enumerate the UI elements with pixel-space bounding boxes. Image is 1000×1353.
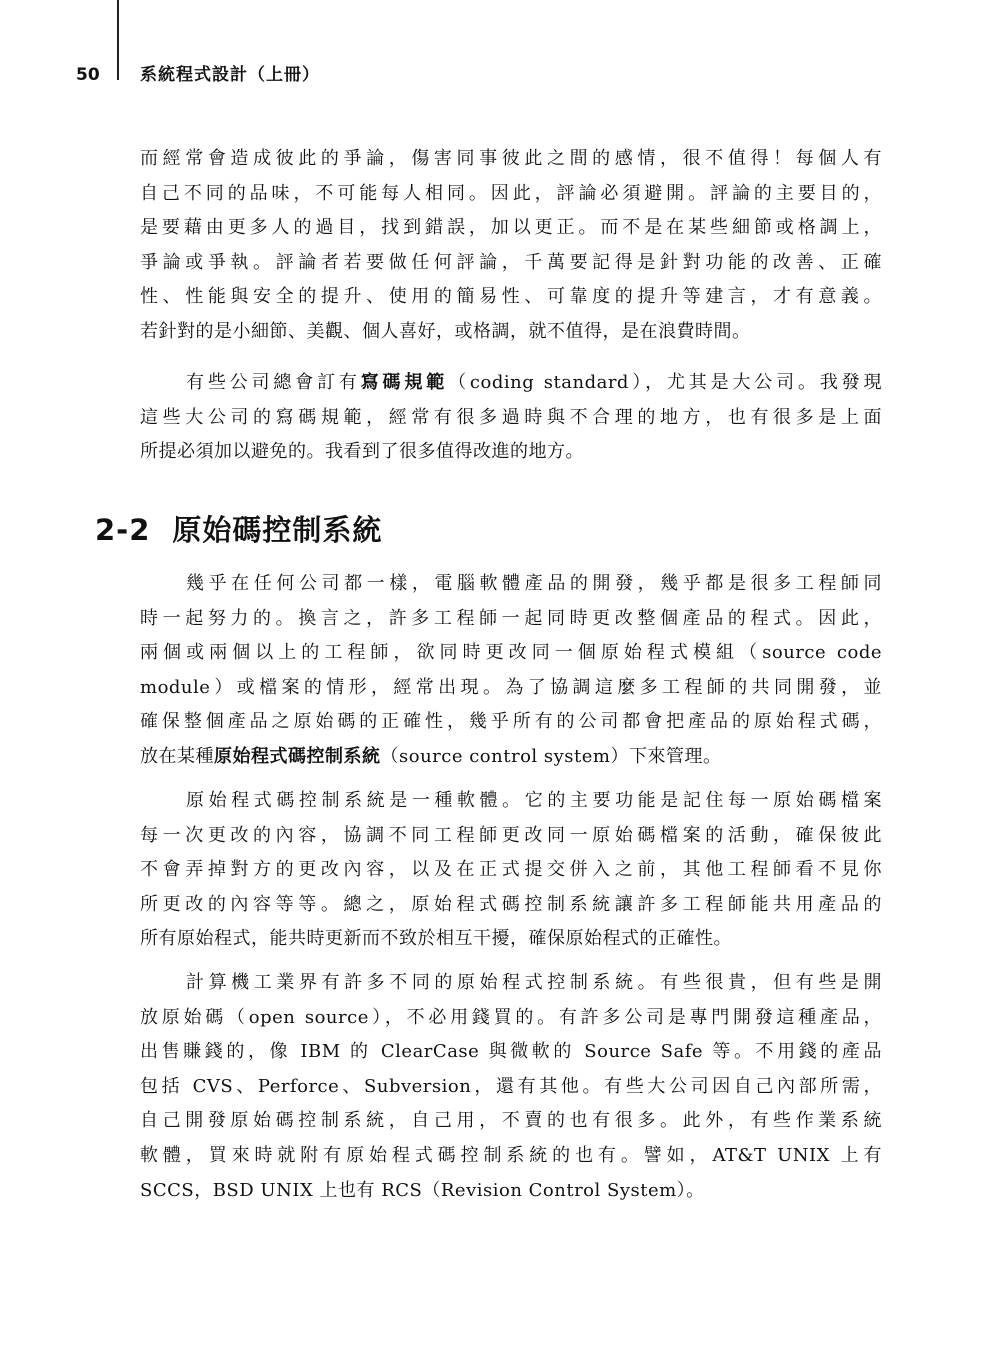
text-line: 性、性能與安全的提升、使用的簡易性、可靠度的提升等建言，才有意義。 [140,286,882,308]
paragraph-source-control-products [140,966,882,1208]
header-divider [117,0,119,80]
text-line: 計算機工業界有許多不同的原始程式控制系統。有些很貴，但有些是開 [186,972,882,993]
text-line: 出售賺錢的，像 IBM 的 ClearCase 與微軟的 Source Safe 等。不用錢的產品 [140,1041,882,1063]
text-line: 是要藉由更多人的過目，找到錯誤，加以更正。而不是在某些細節或格調上， [140,217,882,239]
text-line: 時一起努力的。換言之，許多工程師一起同時更改整個產品的程式。因此， [140,607,882,629]
text-line: 所提必須加以避免的。我看到了很多值得改進的地方。 [140,441,584,463]
text-line: 自己不同的品味，不可能每人相同。因此，評論必須避開。評論的主要目的， [140,182,882,204]
text-line: 所有原始程式，能共時更新而不致於相互干擾，確保原始程式的正確性。 [140,928,732,950]
running-title: 系統程式設計（上冊） [140,65,320,85]
text-line: 軟體，買來時就附有原始程式碼控制系統的也有。譬如，AT&T UNIX 上有 [140,1144,882,1166]
text-line: module）或檔案的情形，經常出現。為了協調這麼多工程師的共同開發，並 [140,676,882,698]
text-line: 放原始碼（open source），不必用錢買的。有許多公司是專門開發這種產品， [140,1006,882,1028]
text-line: 所更改的內容等等。總之，原始程式碼控制系統讓許多工程師能共用產品的 [140,893,882,915]
text-line: SCCS，BSD UNIX 上也有 RCS（Revision Control System）。 [140,1179,705,1201]
section-number: 2-2 [95,513,151,547]
text-line: 包括 CVS、Perforce、Subversion，還有其他。有些大公司因自己內部所需， [140,1075,882,1097]
section-heading [95,508,382,552]
text-line: 而經常會造成彼此的爭論，傷害同事彼此之間的感情，很不值得！每個人有 [140,148,882,169]
term-source-control-system: 原始程式碼控制系統 [214,745,381,767]
text-line: 不會弄掉對方的更改內容，以及在正式提交併入之前，其他工程師看不見你 [140,859,882,881]
paragraph-review-discussion [140,142,882,350]
text-line: 原始程式碼控制系統是一種軟體。它的主要功能是記住每一原始碼檔案 [186,790,882,811]
page-number: 50 [76,65,100,85]
text-line: 有些公司總會訂有寫碼規範（coding standard），尤其是大公司。我發現 [186,372,882,393]
text-line: 確保整個產品之原始碼的正確性，幾乎所有的公司都會把產品的原始程式碼， [140,711,882,733]
paragraph-coding-standard [140,366,882,470]
section-title: 原始碼控制系統 [172,513,383,547]
text-line: 這些大公司的寫碼規範，經常有很多過時與不合理的地方，也有很多是上面 [140,406,882,428]
paragraph-source-control-function [140,784,882,957]
text-line: 爭論或爭執。評論者若要做任何評論，千萬要記得是針對功能的改善、正確 [140,251,882,273]
text-line: 每一次更改的內容，協調不同工程師更改同一原始碼檔案的活動，確保彼此 [140,824,882,846]
text-line: 兩個或兩個以上的工程師，欲同時更改同一個原始程式模組（source code [140,642,882,664]
text-line: 幾乎在任何公司都一樣，電腦軟體產品的開發，幾乎都是很多工程師同 [186,573,882,594]
text-line: 若針對的是小細節、美觀、個人喜好，或格調，就不值得，是在浪費時間。 [140,320,751,342]
text-line: 自己開發原始碼控制系統，自己用，不賣的也有很多。此外，有些作業系統 [140,1110,882,1132]
paragraph-source-control-intro [140,567,882,775]
text-line: 放在某種原始程式碼控制系統（source control system）下來管理。 [140,745,722,767]
term-coding-standard: 寫碼規範 [360,372,449,393]
